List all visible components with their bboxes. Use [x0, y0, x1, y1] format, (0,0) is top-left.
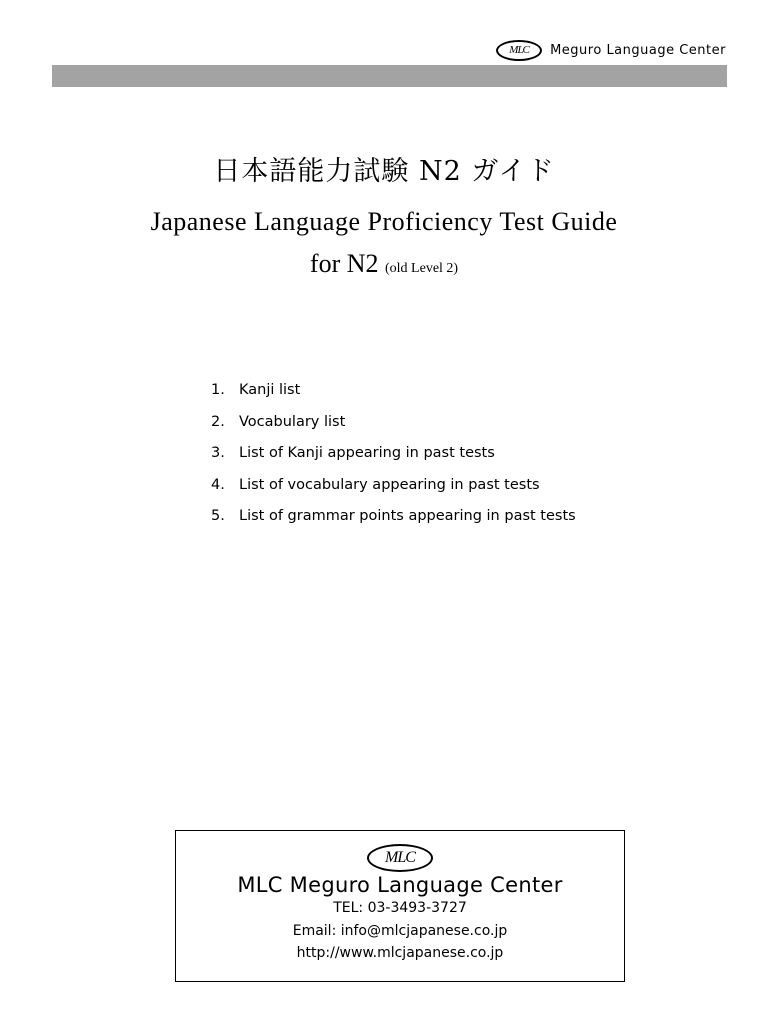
contact-phone: TEL: 03-3493-3727 [333, 900, 467, 916]
contact-box [175, 830, 625, 982]
contact-org-name: MLC Meguro Language Center [237, 873, 563, 897]
contact-website-link[interactable]: http://www.mlcjapanese.co.jp [296, 945, 504, 961]
list-item-label: Kanji list [239, 382, 301, 398]
contents-list [211, 378, 576, 536]
list-item [211, 378, 576, 410]
list-item-label: List of Kanji appearing in past tests [239, 445, 495, 461]
list-item [211, 441, 576, 473]
level-note: (old Level 2) [385, 261, 459, 276]
mlc-logo: MLC [496, 40, 542, 61]
list-item-label: List of grammar points appearing in past tests [239, 508, 576, 524]
list-item-label: List of vocabulary appearing in past tests [239, 476, 540, 493]
page-title-english: Japanese Language Proficiency Test Guide [150, 207, 618, 236]
list-item-number: 5. [211, 508, 225, 524]
page-title-japanese: 日本語能力試験 N2 ガイド [213, 156, 555, 187]
list-item [211, 473, 576, 505]
mlc-logo: MLC [367, 844, 433, 872]
contact-logo-row [176, 844, 624, 871]
list-item-number: 1. [211, 382, 225, 398]
list-item-number: 2. [211, 413, 225, 430]
level-main: for N2 [309, 249, 379, 278]
page-header [496, 40, 726, 61]
list-item-label: Vocabulary list [239, 413, 346, 430]
page-subtitle-level [0, 249, 768, 279]
contact-email[interactable]: Email: info@mlcjapanese.co.jp [292, 922, 508, 939]
list-item [211, 410, 576, 442]
list-item [211, 504, 576, 536]
list-item-number: 3. [211, 445, 225, 461]
header-divider-bar [52, 65, 727, 87]
list-item-number: 4. [211, 476, 225, 493]
header-org-name: Meguro Language Center [550, 43, 726, 58]
